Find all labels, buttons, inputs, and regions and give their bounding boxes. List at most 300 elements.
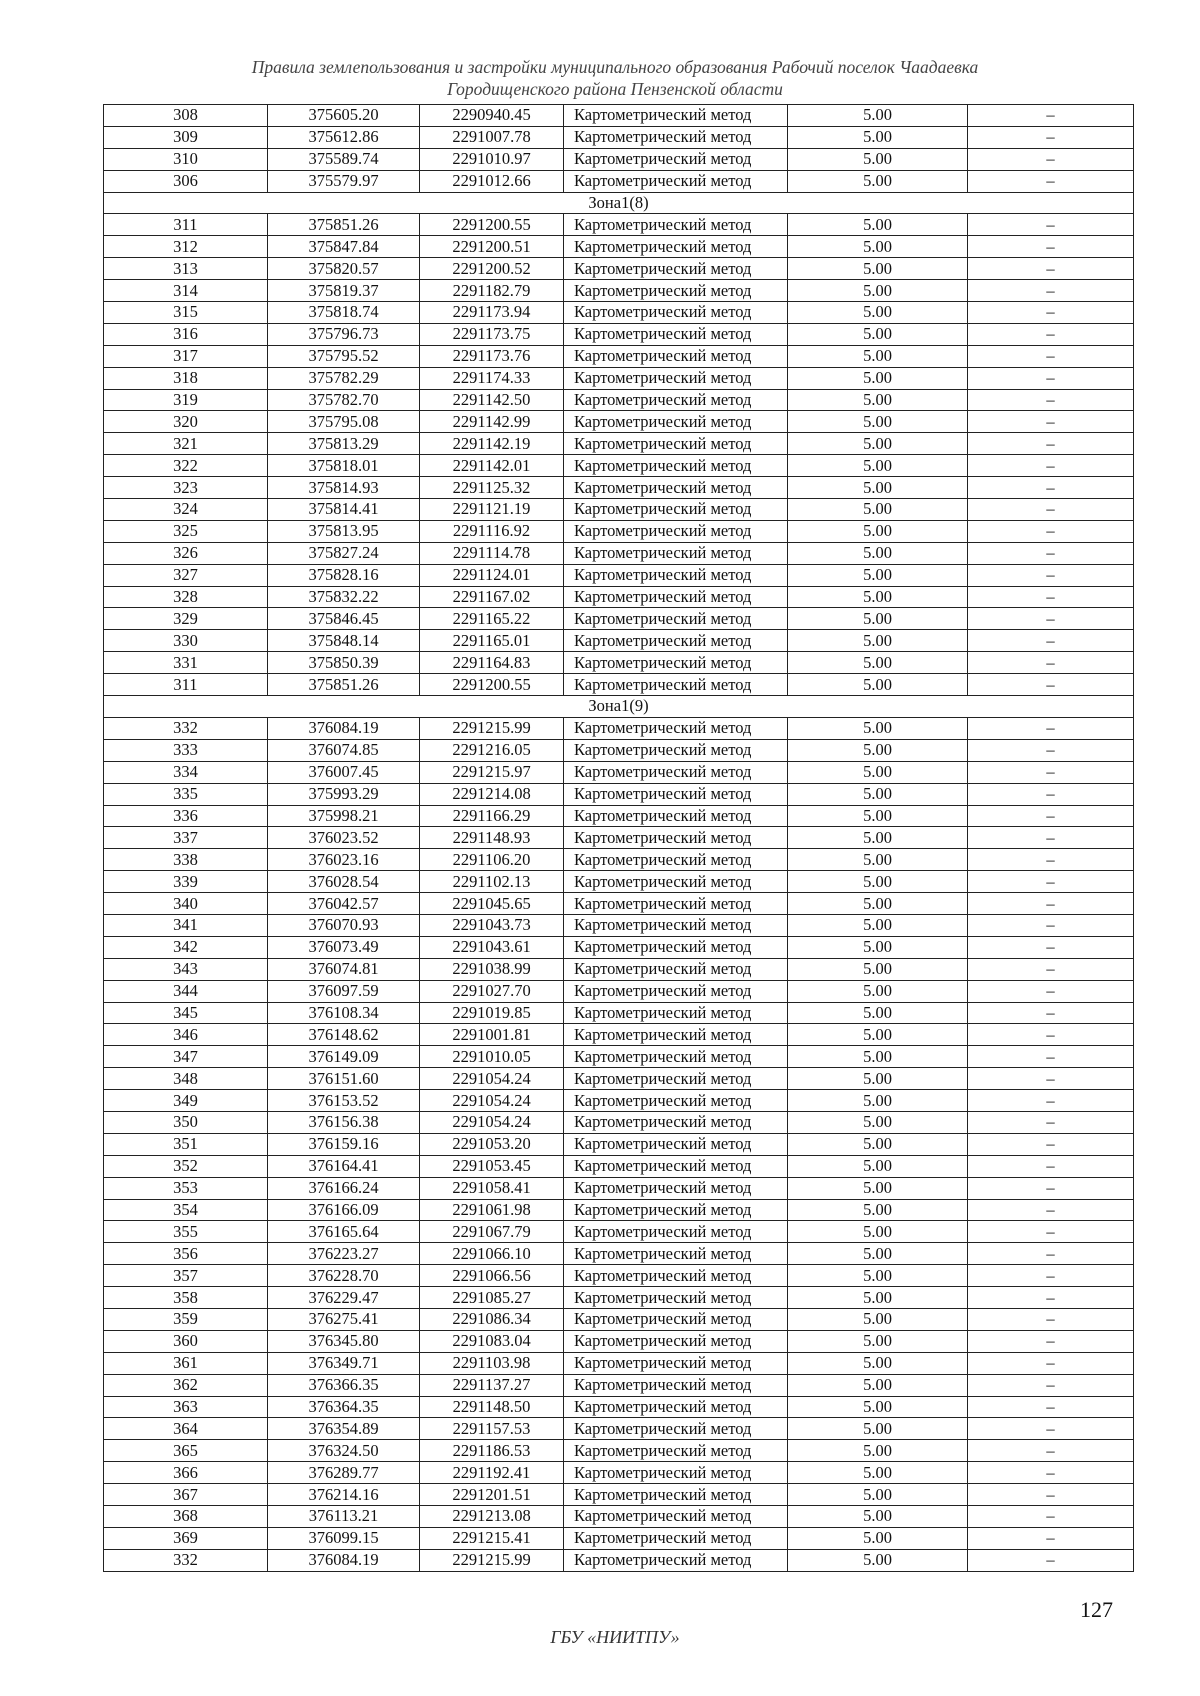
description-cell: –: [968, 499, 1134, 521]
table-row: [104, 1418, 1134, 1440]
method-cell: Картометрический метод: [564, 258, 788, 280]
point-number-cell: 357: [104, 1265, 268, 1287]
point-number-cell: 313: [104, 258, 268, 280]
method-cell: Картометрический метод: [564, 871, 788, 893]
y-coordinate-cell: 2291164.83: [420, 652, 564, 674]
point-number-cell: 326: [104, 542, 268, 564]
y-coordinate-cell: 2291067.79: [420, 1221, 564, 1243]
x-coordinate-cell: 376349.71: [268, 1352, 420, 1374]
method-cell: Картометрический метод: [564, 630, 788, 652]
table-row: [104, 608, 1134, 630]
point-number-cell: 366: [104, 1462, 268, 1484]
accuracy-cell: 5.00: [788, 586, 968, 608]
table-row: [104, 126, 1134, 148]
description-cell: –: [968, 455, 1134, 477]
x-coordinate-cell: 376023.52: [268, 827, 420, 849]
x-coordinate-cell: 375795.52: [268, 345, 420, 367]
y-coordinate-cell: 2291200.55: [420, 674, 564, 696]
point-number-cell: 358: [104, 1287, 268, 1309]
point-number-cell: 327: [104, 564, 268, 586]
accuracy-cell: 5.00: [788, 608, 968, 630]
accuracy-cell: 5.00: [788, 893, 968, 915]
description-cell: –: [968, 1046, 1134, 1068]
accuracy-cell: 5.00: [788, 1396, 968, 1418]
accuracy-cell: 5.00: [788, 1549, 968, 1571]
y-coordinate-cell: 2291182.79: [420, 280, 564, 302]
table-row: [104, 1484, 1134, 1506]
point-number-cell: 342: [104, 936, 268, 958]
description-cell: –: [968, 630, 1134, 652]
y-coordinate-cell: 2291200.51: [420, 236, 564, 258]
x-coordinate-cell: 376097.59: [268, 980, 420, 1002]
table-row: [104, 499, 1134, 521]
method-cell: Картометрический метод: [564, 411, 788, 433]
y-coordinate-cell: 2291173.76: [420, 345, 564, 367]
point-number-cell: 368: [104, 1506, 268, 1528]
accuracy-cell: 5.00: [788, 805, 968, 827]
x-coordinate-cell: 376148.62: [268, 1024, 420, 1046]
table-row: [104, 236, 1134, 258]
x-coordinate-cell: 376214.16: [268, 1484, 420, 1506]
y-coordinate-cell: 2291086.34: [420, 1308, 564, 1330]
y-coordinate-cell: 2291148.50: [420, 1396, 564, 1418]
point-number-cell: 364: [104, 1418, 268, 1440]
table-row: [104, 1330, 1134, 1352]
table-row: [104, 1111, 1134, 1133]
x-coordinate-cell: 376364.35: [268, 1396, 420, 1418]
y-coordinate-cell: 2291173.94: [420, 302, 564, 324]
description-cell: –: [968, 717, 1134, 739]
y-coordinate-cell: 2291066.56: [420, 1265, 564, 1287]
x-coordinate-cell: 375851.26: [268, 214, 420, 236]
description-cell: –: [968, 564, 1134, 586]
method-cell: Картометрический метод: [564, 1090, 788, 1112]
x-coordinate-cell: 375605.20: [268, 105, 420, 127]
accuracy-cell: 5.00: [788, 674, 968, 696]
table-row: [104, 674, 1134, 696]
description-cell: –: [968, 1068, 1134, 1090]
document-header: [100, 56, 1130, 100]
accuracy-cell: 5.00: [788, 958, 968, 980]
description-cell: –: [968, 520, 1134, 542]
accuracy-cell: 5.00: [788, 630, 968, 652]
table-row: [104, 893, 1134, 915]
y-coordinate-cell: 2291142.50: [420, 389, 564, 411]
accuracy-cell: 5.00: [788, 236, 968, 258]
x-coordinate-cell: 375818.74: [268, 302, 420, 324]
method-cell: Картометрический метод: [564, 389, 788, 411]
description-cell: –: [968, 805, 1134, 827]
method-cell: Картометрический метод: [564, 280, 788, 302]
x-coordinate-cell: 376028.54: [268, 871, 420, 893]
point-number-cell: 369: [104, 1527, 268, 1549]
table-row: [104, 717, 1134, 739]
table-row: [104, 411, 1134, 433]
point-number-cell: 306: [104, 170, 268, 192]
method-cell: Картометрический метод: [564, 586, 788, 608]
y-coordinate-cell: 2291007.78: [420, 126, 564, 148]
description-cell: –: [968, 1462, 1134, 1484]
point-number-cell: 356: [104, 1243, 268, 1265]
accuracy-cell: 5.00: [788, 302, 968, 324]
y-coordinate-cell: 2291012.66: [420, 170, 564, 192]
point-number-cell: 353: [104, 1177, 268, 1199]
description-cell: –: [968, 958, 1134, 980]
method-cell: Картометрический метод: [564, 499, 788, 521]
accuracy-cell: 5.00: [788, 214, 968, 236]
x-coordinate-cell: 375795.08: [268, 411, 420, 433]
y-coordinate-cell: 2291214.08: [420, 783, 564, 805]
description-cell: –: [968, 1177, 1134, 1199]
y-coordinate-cell: 2291166.29: [420, 805, 564, 827]
table-row: [104, 367, 1134, 389]
table-row: [104, 936, 1134, 958]
point-number-cell: 312: [104, 236, 268, 258]
table-row: [104, 980, 1134, 1002]
zone-header-row: [104, 192, 1134, 214]
table-row: [104, 1177, 1134, 1199]
table-row: [104, 827, 1134, 849]
table-row: [104, 1396, 1134, 1418]
accuracy-cell: 5.00: [788, 1308, 968, 1330]
point-number-cell: 325: [104, 520, 268, 542]
x-coordinate-cell: 375819.37: [268, 280, 420, 302]
method-cell: Картометрический метод: [564, 674, 788, 696]
table-row: [104, 739, 1134, 761]
accuracy-cell: 5.00: [788, 564, 968, 586]
method-cell: Картометрический метод: [564, 148, 788, 170]
point-number-cell: 340: [104, 893, 268, 915]
accuracy-cell: 5.00: [788, 499, 968, 521]
y-coordinate-cell: 2291142.19: [420, 433, 564, 455]
x-coordinate-cell: 376007.45: [268, 761, 420, 783]
y-coordinate-cell: 2291043.73: [420, 914, 564, 936]
description-cell: –: [968, 126, 1134, 148]
y-coordinate-cell: 2291125.32: [420, 477, 564, 499]
point-number-cell: 339: [104, 871, 268, 893]
point-number-cell: 361: [104, 1352, 268, 1374]
description-cell: –: [968, 827, 1134, 849]
accuracy-cell: 5.00: [788, 477, 968, 499]
y-coordinate-cell: 2291167.02: [420, 586, 564, 608]
description-cell: –: [968, 345, 1134, 367]
method-cell: Картометрический метод: [564, 170, 788, 192]
point-number-cell: 311: [104, 674, 268, 696]
x-coordinate-cell: 375782.29: [268, 367, 420, 389]
point-number-cell: 359: [104, 1308, 268, 1330]
method-cell: Картометрический метод: [564, 1155, 788, 1177]
x-coordinate-cell: 375818.01: [268, 455, 420, 477]
point-number-cell: 362: [104, 1374, 268, 1396]
y-coordinate-cell: 2291157.53: [420, 1418, 564, 1440]
description-cell: –: [968, 389, 1134, 411]
accuracy-cell: 5.00: [788, 455, 968, 477]
method-cell: Картометрический метод: [564, 1440, 788, 1462]
accuracy-cell: 5.00: [788, 1484, 968, 1506]
table-row: [104, 1155, 1134, 1177]
description-cell: –: [968, 1002, 1134, 1024]
y-coordinate-cell: 2291124.01: [420, 564, 564, 586]
description-cell: –: [968, 323, 1134, 345]
y-coordinate-cell: 2291148.93: [420, 827, 564, 849]
point-number-cell: 311: [104, 214, 268, 236]
x-coordinate-cell: 376345.80: [268, 1330, 420, 1352]
accuracy-cell: 5.00: [788, 280, 968, 302]
point-number-cell: 346: [104, 1024, 268, 1046]
table-row: [104, 1133, 1134, 1155]
y-coordinate-cell: 2291215.97: [420, 761, 564, 783]
description-cell: –: [968, 608, 1134, 630]
description-cell: –: [968, 1352, 1134, 1374]
accuracy-cell: 5.00: [788, 1527, 968, 1549]
method-cell: Картометрический метод: [564, 1265, 788, 1287]
y-coordinate-cell: 2291045.65: [420, 893, 564, 915]
description-cell: –: [968, 914, 1134, 936]
coordinates-table-body: [104, 105, 1134, 1572]
method-cell: Картометрический метод: [564, 1396, 788, 1418]
point-number-cell: 332: [104, 1549, 268, 1571]
x-coordinate-cell: 376149.09: [268, 1046, 420, 1068]
accuracy-cell: 5.00: [788, 1330, 968, 1352]
accuracy-cell: 5.00: [788, 1068, 968, 1090]
table-row: [104, 148, 1134, 170]
accuracy-cell: 5.00: [788, 1440, 968, 1462]
accuracy-cell: 5.00: [788, 1265, 968, 1287]
point-number-cell: 332: [104, 717, 268, 739]
accuracy-cell: 5.00: [788, 1506, 968, 1528]
table-row: [104, 477, 1134, 499]
method-cell: Картометрический метод: [564, 1418, 788, 1440]
method-cell: Картометрический метод: [564, 914, 788, 936]
x-coordinate-cell: 376228.70: [268, 1265, 420, 1287]
y-coordinate-cell: 2291173.75: [420, 323, 564, 345]
accuracy-cell: 5.00: [788, 148, 968, 170]
description-cell: –: [968, 280, 1134, 302]
point-number-cell: 318: [104, 367, 268, 389]
point-number-cell: 309: [104, 126, 268, 148]
description-cell: –: [968, 1330, 1134, 1352]
y-coordinate-cell: 2291102.13: [420, 871, 564, 893]
point-number-cell: 317: [104, 345, 268, 367]
accuracy-cell: 5.00: [788, 761, 968, 783]
accuracy-cell: 5.00: [788, 389, 968, 411]
method-cell: Картометрический метод: [564, 980, 788, 1002]
x-coordinate-cell: 376166.24: [268, 1177, 420, 1199]
y-coordinate-cell: 2291058.41: [420, 1177, 564, 1199]
y-coordinate-cell: 2291215.99: [420, 1549, 564, 1571]
point-number-cell: 324: [104, 499, 268, 521]
method-cell: Картометрический метод: [564, 608, 788, 630]
x-coordinate-cell: 375993.29: [268, 783, 420, 805]
point-number-cell: 314: [104, 280, 268, 302]
table-row: [104, 1002, 1134, 1024]
header-line-1: Правила землепользования и застройки муниципального образования Рабочий поселок Чаадаевка: [251, 57, 979, 77]
table-row: [104, 1440, 1134, 1462]
x-coordinate-cell: 376084.19: [268, 1549, 420, 1571]
method-cell: Картометрический метод: [564, 1111, 788, 1133]
method-cell: Картометрический метод: [564, 1221, 788, 1243]
point-number-cell: 347: [104, 1046, 268, 1068]
point-number-cell: 310: [104, 148, 268, 170]
description-cell: –: [968, 739, 1134, 761]
y-coordinate-cell: 2291215.99: [420, 717, 564, 739]
description-cell: –: [968, 936, 1134, 958]
description-cell: –: [968, 674, 1134, 696]
y-coordinate-cell: 2291043.61: [420, 936, 564, 958]
description-cell: –: [968, 542, 1134, 564]
x-coordinate-cell: 376070.93: [268, 914, 420, 936]
accuracy-cell: 5.00: [788, 1111, 968, 1133]
point-number-cell: 345: [104, 1002, 268, 1024]
accuracy-cell: 5.00: [788, 717, 968, 739]
accuracy-cell: 5.00: [788, 1002, 968, 1024]
table-row: [104, 1243, 1134, 1265]
accuracy-cell: 5.00: [788, 1462, 968, 1484]
point-number-cell: 322: [104, 455, 268, 477]
table-row: [104, 105, 1134, 127]
point-number-cell: 363: [104, 1396, 268, 1418]
y-coordinate-cell: 2291142.01: [420, 455, 564, 477]
method-cell: Картометрический метод: [564, 827, 788, 849]
method-cell: Картометрический метод: [564, 1024, 788, 1046]
y-coordinate-cell: 2291085.27: [420, 1287, 564, 1309]
x-coordinate-cell: 375832.22: [268, 586, 420, 608]
table-row: [104, 1024, 1134, 1046]
point-number-cell: 308: [104, 105, 268, 127]
y-coordinate-cell: 2291137.27: [420, 1374, 564, 1396]
description-cell: –: [968, 1396, 1134, 1418]
point-number-cell: 360: [104, 1330, 268, 1352]
description-cell: –: [968, 652, 1134, 674]
y-coordinate-cell: 2291053.20: [420, 1133, 564, 1155]
x-coordinate-cell: 376151.60: [268, 1068, 420, 1090]
accuracy-cell: 5.00: [788, 827, 968, 849]
description-cell: –: [968, 1199, 1134, 1221]
method-cell: Картометрический метод: [564, 477, 788, 499]
x-coordinate-cell: 376023.16: [268, 849, 420, 871]
table-row: [104, 914, 1134, 936]
method-cell: Картометрический метод: [564, 323, 788, 345]
x-coordinate-cell: 375579.97: [268, 170, 420, 192]
table-row: [104, 783, 1134, 805]
accuracy-cell: 5.00: [788, 1024, 968, 1046]
description-cell: –: [968, 849, 1134, 871]
accuracy-cell: 5.00: [788, 1221, 968, 1243]
zone-label: Зона1(9): [104, 696, 1134, 718]
method-cell: Картометрический метод: [564, 1484, 788, 1506]
accuracy-cell: 5.00: [788, 345, 968, 367]
table-row: [104, 1199, 1134, 1221]
point-number-cell: 354: [104, 1199, 268, 1221]
accuracy-cell: 5.00: [788, 433, 968, 455]
accuracy-cell: 5.00: [788, 105, 968, 127]
point-number-cell: 367: [104, 1484, 268, 1506]
table-row: [104, 849, 1134, 871]
method-cell: Картометрический метод: [564, 717, 788, 739]
description-cell: –: [968, 1506, 1134, 1528]
accuracy-cell: 5.00: [788, 1177, 968, 1199]
table-row: [104, 586, 1134, 608]
y-coordinate-cell: 2291083.04: [420, 1330, 564, 1352]
y-coordinate-cell: 2291116.92: [420, 520, 564, 542]
table-row: [104, 1287, 1134, 1309]
point-number-cell: 341: [104, 914, 268, 936]
y-coordinate-cell: 2291054.24: [420, 1111, 564, 1133]
point-number-cell: 351: [104, 1133, 268, 1155]
accuracy-cell: 5.00: [788, 1243, 968, 1265]
method-cell: Картометрический метод: [564, 1068, 788, 1090]
description-cell: –: [968, 411, 1134, 433]
table-row: [104, 389, 1134, 411]
y-coordinate-cell: 2291053.45: [420, 1155, 564, 1177]
y-coordinate-cell: 2291165.22: [420, 608, 564, 630]
x-coordinate-cell: 375828.16: [268, 564, 420, 586]
accuracy-cell: 5.00: [788, 367, 968, 389]
accuracy-cell: 5.00: [788, 739, 968, 761]
y-coordinate-cell: 2291001.81: [420, 1024, 564, 1046]
x-coordinate-cell: 376073.49: [268, 936, 420, 958]
y-coordinate-cell: 2291174.33: [420, 367, 564, 389]
point-number-cell: 344: [104, 980, 268, 1002]
point-number-cell: 355: [104, 1221, 268, 1243]
method-cell: Картометрический метод: [564, 345, 788, 367]
table-row: [104, 1527, 1134, 1549]
y-coordinate-cell: 2291010.05: [420, 1046, 564, 1068]
table-row: [104, 958, 1134, 980]
y-coordinate-cell: 2291066.10: [420, 1243, 564, 1265]
point-number-cell: 338: [104, 849, 268, 871]
x-coordinate-cell: 375851.26: [268, 674, 420, 696]
y-coordinate-cell: 2291121.19: [420, 499, 564, 521]
method-cell: Картометрический метод: [564, 783, 788, 805]
description-cell: –: [968, 258, 1134, 280]
y-coordinate-cell: 2291213.08: [420, 1506, 564, 1528]
accuracy-cell: 5.00: [788, 871, 968, 893]
method-cell: Картометрический метод: [564, 1352, 788, 1374]
x-coordinate-cell: 375813.29: [268, 433, 420, 455]
y-coordinate-cell: 2291186.53: [420, 1440, 564, 1462]
accuracy-cell: 5.00: [788, 1133, 968, 1155]
method-cell: Картометрический метод: [564, 849, 788, 871]
point-number-cell: 336: [104, 805, 268, 827]
method-cell: Картометрический метод: [564, 1374, 788, 1396]
point-number-cell: 343: [104, 958, 268, 980]
x-coordinate-cell: 376223.27: [268, 1243, 420, 1265]
accuracy-cell: 5.00: [788, 170, 968, 192]
point-number-cell: 316: [104, 323, 268, 345]
table-row: [104, 630, 1134, 652]
point-number-cell: 315: [104, 302, 268, 324]
y-coordinate-cell: 2291192.41: [420, 1462, 564, 1484]
table-row: [104, 1090, 1134, 1112]
table-row: [104, 323, 1134, 345]
y-coordinate-cell: 2291019.85: [420, 1002, 564, 1024]
x-coordinate-cell: 376275.41: [268, 1308, 420, 1330]
y-coordinate-cell: 2291201.51: [420, 1484, 564, 1506]
x-coordinate-cell: 376159.16: [268, 1133, 420, 1155]
description-cell: –: [968, 1024, 1134, 1046]
description-cell: –: [968, 1111, 1134, 1133]
method-cell: Картометрический метод: [564, 1330, 788, 1352]
description-cell: –: [968, 1221, 1134, 1243]
x-coordinate-cell: 376166.09: [268, 1199, 420, 1221]
table-row: [104, 652, 1134, 674]
method-cell: Картометрический метод: [564, 1527, 788, 1549]
point-number-cell: 350: [104, 1111, 268, 1133]
method-cell: Картометрический метод: [564, 761, 788, 783]
table-row: [104, 455, 1134, 477]
coordinates-table: [103, 104, 1134, 1572]
